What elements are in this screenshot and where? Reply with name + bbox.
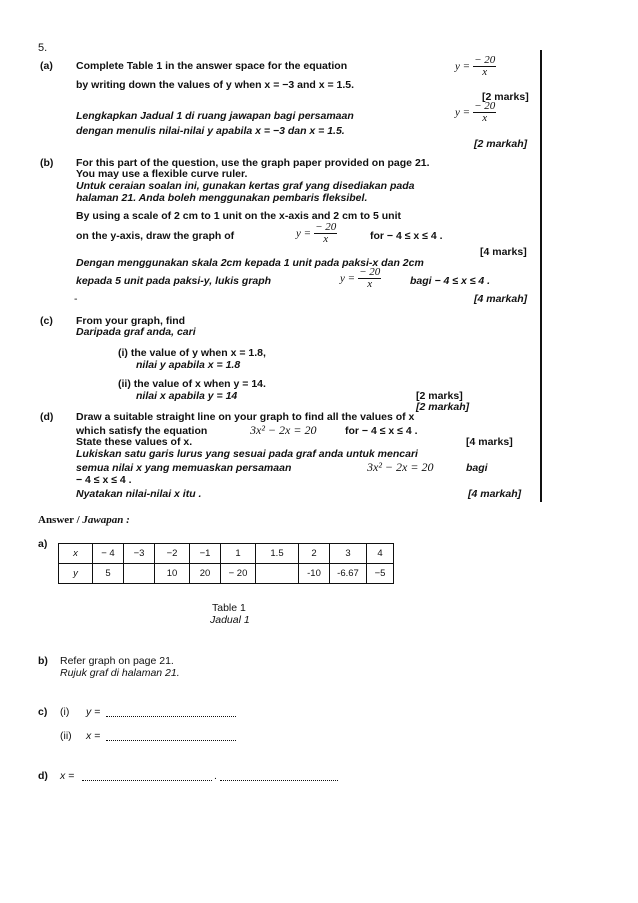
equation-numerator: − 20 xyxy=(315,221,337,233)
answer-a-label: a) xyxy=(38,538,48,550)
part-c-ii-ms: nilai x apabila y = 14 xyxy=(136,390,238,402)
table-caption-en: Table 1 xyxy=(212,602,246,614)
answer-c-label: c) xyxy=(38,706,48,718)
equation-denominator: x xyxy=(367,278,373,290)
part-b-line4: halaman 21. Anda boleh menggunakan pembaris fleksibel. xyxy=(76,192,368,204)
answer-c-i-var: y = xyxy=(86,706,101,718)
part-a-en-line2: by writing down the values of y when x = −3 and x = 1.5. xyxy=(76,79,355,91)
table-cell: −3 xyxy=(124,544,155,564)
part-b-line7: Dengan menggunakan skala 2cm kepada 1 unit pada paksi-x dan 2cm xyxy=(76,257,424,269)
answer-c-ii-label: (ii) xyxy=(60,730,72,742)
answer-b-line1: Refer graph on page 21. xyxy=(60,655,174,667)
part-c-marks-ms: [2 markah] xyxy=(416,401,470,413)
answer-heading-ms: Jawapan : xyxy=(82,514,130,526)
values-table xyxy=(58,543,394,584)
equation-numerator: − 20 xyxy=(359,266,381,278)
equation-denominator: x xyxy=(482,112,488,124)
answer-d-label: d) xyxy=(38,770,48,782)
answer-d-var: x = xyxy=(60,770,75,782)
equation-denominator: x xyxy=(323,233,329,245)
part-a-marks-ms: [2 markah] xyxy=(474,138,528,150)
part-c-label: (c) xyxy=(40,315,53,327)
part-d-line5b: bagi xyxy=(466,462,488,474)
equation-lhs: y = xyxy=(296,227,312,240)
table-row-y xyxy=(59,564,394,584)
answer-d-blank-1[interactable] xyxy=(82,772,212,781)
table-cell: 5 xyxy=(93,564,124,584)
question-number: 5. xyxy=(38,42,48,54)
answer-heading-en: Answer / xyxy=(38,514,83,526)
answer-b-line2: Rujuk graf di halaman 21. xyxy=(60,667,180,679)
part-d-marks-ms: [4 markah] xyxy=(468,488,522,500)
part-c-ii-en: (ii) the value of x when y = 14. xyxy=(118,378,266,390)
part-a-label: (a) xyxy=(40,60,53,72)
part-a-ms-line2: dengan menulis nilai-nilai y apabila x = −3 dan x = 1.5. xyxy=(76,125,345,137)
part-b-line6a: on the y-axis, draw the graph of xyxy=(76,230,235,242)
table-cell: -10 xyxy=(299,564,330,584)
table-cell: 2 xyxy=(299,544,330,564)
part-c-marks-en: [2 marks] xyxy=(416,390,463,402)
part-d-line6: − 4 ≤ x ≤ 4 . xyxy=(76,474,132,486)
part-b-line1: For this part of the question, use the graph paper provided on page 21. xyxy=(76,157,430,169)
part-d-marks-en: [4 marks] xyxy=(466,436,513,448)
part-b-line2: You may use a flexible curve ruler. xyxy=(76,168,248,180)
table-cell: 10 xyxy=(155,564,190,584)
equation-fraction xyxy=(358,267,381,290)
answer-d-separator: . xyxy=(214,770,217,782)
equation-numerator: − 20 xyxy=(474,100,496,112)
table-cell: −2 xyxy=(155,544,190,564)
part-b-label: (b) xyxy=(40,157,54,169)
equation-lhs: y = xyxy=(455,106,471,119)
table-cell: − 4 xyxy=(93,544,124,564)
part-a-marks-en: [2 marks] xyxy=(482,91,529,103)
part-b-line8a: kepada 5 unit pada paksi-y, lukis graph xyxy=(76,275,272,287)
table-cell: 20 xyxy=(190,564,221,584)
table-cell: 3 xyxy=(330,544,367,564)
part-b-line8b: bagi − 4 ≤ x ≤ 4 . xyxy=(410,275,491,287)
part-d-equation-en: 3x² − 2x = 20 xyxy=(250,423,317,437)
equation-a-ms xyxy=(455,101,496,124)
answer-heading xyxy=(38,514,130,526)
table-cell-blank[interactable] xyxy=(124,564,155,584)
table-cell: y xyxy=(59,564,93,584)
part-d-equation-ms: 3x² − 2x = 20 xyxy=(367,460,434,474)
table-cell: −1 xyxy=(190,544,221,564)
table-cell: −5 xyxy=(367,564,394,584)
answer-d-blank-2[interactable] xyxy=(220,772,338,781)
equation-numerator: − 20 xyxy=(474,54,496,66)
part-b-line3: Untuk ceraian soalan ini, gunakan kertas graf yang disediakan pada xyxy=(76,180,415,192)
table-cell: 1.5 xyxy=(256,544,299,564)
answer-c-i-label: (i) xyxy=(60,706,70,718)
part-c-i-ms: nilai y apabila x = 1.8 xyxy=(136,359,241,371)
equation-b-en xyxy=(296,222,337,245)
part-d-line2a: which satisfy the equation xyxy=(76,425,208,437)
table-caption-ms: Jadual 1 xyxy=(210,614,250,626)
part-c-i-en: (i) the value of y when x = 1.8, xyxy=(118,347,266,359)
part-b-marks-ms: [4 markah] xyxy=(474,293,528,305)
equation-fraction xyxy=(473,55,496,78)
answer-b-label: b) xyxy=(38,655,48,667)
equation-a-en xyxy=(455,55,496,78)
equation-denominator: x xyxy=(482,66,488,78)
part-b-line5: By using a scale of 2 cm to 1 unit on the x-axis and 2 cm to 5 unit xyxy=(76,210,401,222)
margin-line xyxy=(540,50,542,502)
equation-fraction xyxy=(314,222,337,245)
equation-lhs: y = xyxy=(455,60,471,73)
table-cell: x xyxy=(59,544,93,564)
answer-c-ii-var: x = xyxy=(86,730,101,742)
part-b-marks-en: [4 marks] xyxy=(480,246,527,258)
part-d-line2b: for − 4 ≤ x ≤ 4 . xyxy=(345,425,418,437)
part-a-ms-line1: Lengkapkan Jadual 1 di ruang jawapan bagi persamaan xyxy=(76,110,354,122)
part-d-line4: Lukiskan satu garis lurus yang sesuai pada graf anda untuk mencari xyxy=(76,448,418,460)
part-d-line7: Nyatakan nilai-nilai x itu . xyxy=(76,488,202,500)
part-d-line1: Draw a suitable straight line on your graph to find all the values of x xyxy=(76,411,415,423)
stray-mark: - xyxy=(74,293,78,305)
part-d-label: (d) xyxy=(40,411,54,423)
part-c-line2: Daripada graf anda, cari xyxy=(76,326,196,338)
part-d-line5a: semua nilai x yang memuaskan persamaan xyxy=(76,462,292,474)
part-c-line1: From your graph, find xyxy=(76,315,186,327)
answer-c-i-blank[interactable] xyxy=(106,708,236,717)
equation-b-ms xyxy=(340,267,381,290)
part-b-line6b: for − 4 ≤ x ≤ 4 . xyxy=(370,230,443,242)
table-cell: − 20 xyxy=(221,564,256,584)
equation-lhs: y = xyxy=(340,272,356,285)
part-a-en-line1: Complete Table 1 in the answer space for the equation xyxy=(76,60,348,72)
table-cell: 1 xyxy=(221,544,256,564)
table-row-x xyxy=(59,544,394,564)
table-cell-blank[interactable] xyxy=(256,564,299,584)
equation-fraction xyxy=(473,101,496,124)
table-cell: 4 xyxy=(367,544,394,564)
table-cell: -6.67 xyxy=(330,564,367,584)
part-d-line3: State these values of x. xyxy=(76,436,193,448)
answer-c-ii-blank[interactable] xyxy=(106,732,236,741)
